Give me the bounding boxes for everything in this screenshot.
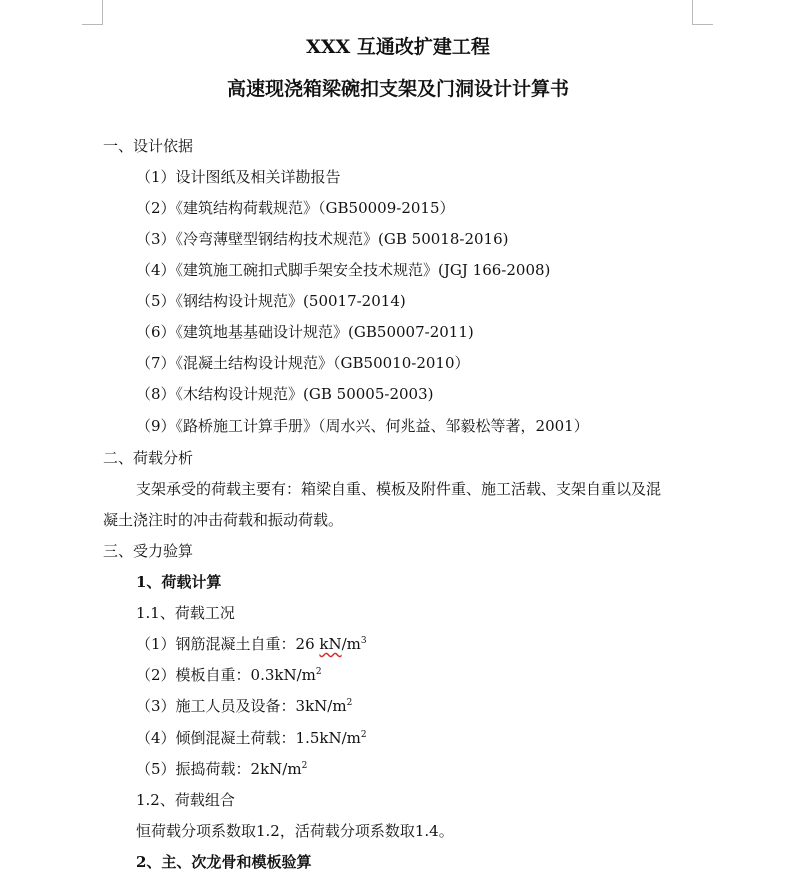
load-item-unit-spellcheck: kN bbox=[319, 635, 342, 653]
subsection-1-1-heading: 1.1、荷载工况 bbox=[136, 604, 235, 622]
reference-item: （9）《路桥施工计算手册》（周水兴、何兆益、邹毅松等著，2001） bbox=[136, 417, 589, 435]
subsection-1-2-heading: 1.2、荷载组合 bbox=[136, 791, 235, 809]
load-item-text: （2）模板自重：0.3kN/m bbox=[136, 666, 316, 684]
crop-mark-right bbox=[692, 0, 713, 25]
load-item bbox=[136, 665, 322, 685]
reference-item: （2）《建筑结构荷载规范》（GB50009-2015） bbox=[136, 199, 455, 217]
load-item-superscript: 2 bbox=[346, 698, 353, 708]
load-item-superscript: 2 bbox=[301, 761, 308, 771]
reference-item: （7）《混凝土结构设计规范》（GB50010-2010） bbox=[136, 354, 470, 372]
load-item-superscript: 2 bbox=[360, 730, 367, 740]
section-1-heading: 一、设计依据 bbox=[103, 137, 194, 155]
load-item-text: （1）钢筋混凝土自重：26 bbox=[136, 635, 320, 653]
title-line-2: 高速现浇箱梁碗扣支架及门洞设计计算书 bbox=[226, 78, 569, 100]
load-item-text: （4）倾倒混凝土荷载：1.5kN/m bbox=[136, 729, 361, 747]
load-combination-text: 恒荷载分项系数取1.2，活荷载分项系数取1.4。 bbox=[136, 822, 454, 840]
section-2-heading: 二、荷载分析 bbox=[103, 449, 194, 467]
reference-item: （5）《钢结构设计规范》(50017-2014) bbox=[136, 292, 406, 310]
reference-item: （6）《建筑地基基础设计规范》(GB50007-2011) bbox=[136, 323, 474, 341]
load-item-superscript: 2 bbox=[315, 667, 322, 677]
reference-item: （1）设计图纸及相关详勘报告 bbox=[136, 168, 341, 186]
subsection-1-heading: 1、荷载计算 bbox=[136, 573, 222, 591]
load-analysis-paragraph-line-1: 支架承受的荷载主要有：箱梁自重、模板及附件重、施工活载、支架自重以及混 bbox=[136, 480, 662, 498]
section-3-heading: 三、受力验算 bbox=[103, 542, 194, 560]
load-item bbox=[136, 696, 352, 716]
load-item bbox=[136, 759, 307, 779]
title-line-1: XXX 互通改扩建工程 bbox=[306, 36, 490, 58]
load-item bbox=[136, 634, 367, 654]
reference-item: （4）《建筑施工碗扣式脚手架安全技术规范》(JGJ 166-2008) bbox=[136, 261, 551, 279]
load-analysis-paragraph-line-2: 凝土浇注时的冲击荷载和振动荷载。 bbox=[103, 511, 344, 529]
subsection-2-heading: 2、主、次龙骨和模板验算 bbox=[136, 853, 312, 871]
reference-item: （3）《冷弯薄壁型钢结构技术规范》(GB 50018-2016) bbox=[136, 230, 509, 248]
load-item bbox=[136, 728, 367, 748]
load-item-text: （3）施工人员及设备：3kN/m bbox=[136, 697, 347, 715]
load-item-text: （5）振捣荷载：2kN/m bbox=[136, 760, 302, 778]
reference-item: （8）《木结构设计规范》(GB 50005-2003) bbox=[136, 385, 434, 403]
load-item-unit: /m bbox=[341, 635, 361, 653]
crop-mark-left bbox=[82, 0, 103, 25]
load-item-superscript: 3 bbox=[360, 636, 367, 646]
